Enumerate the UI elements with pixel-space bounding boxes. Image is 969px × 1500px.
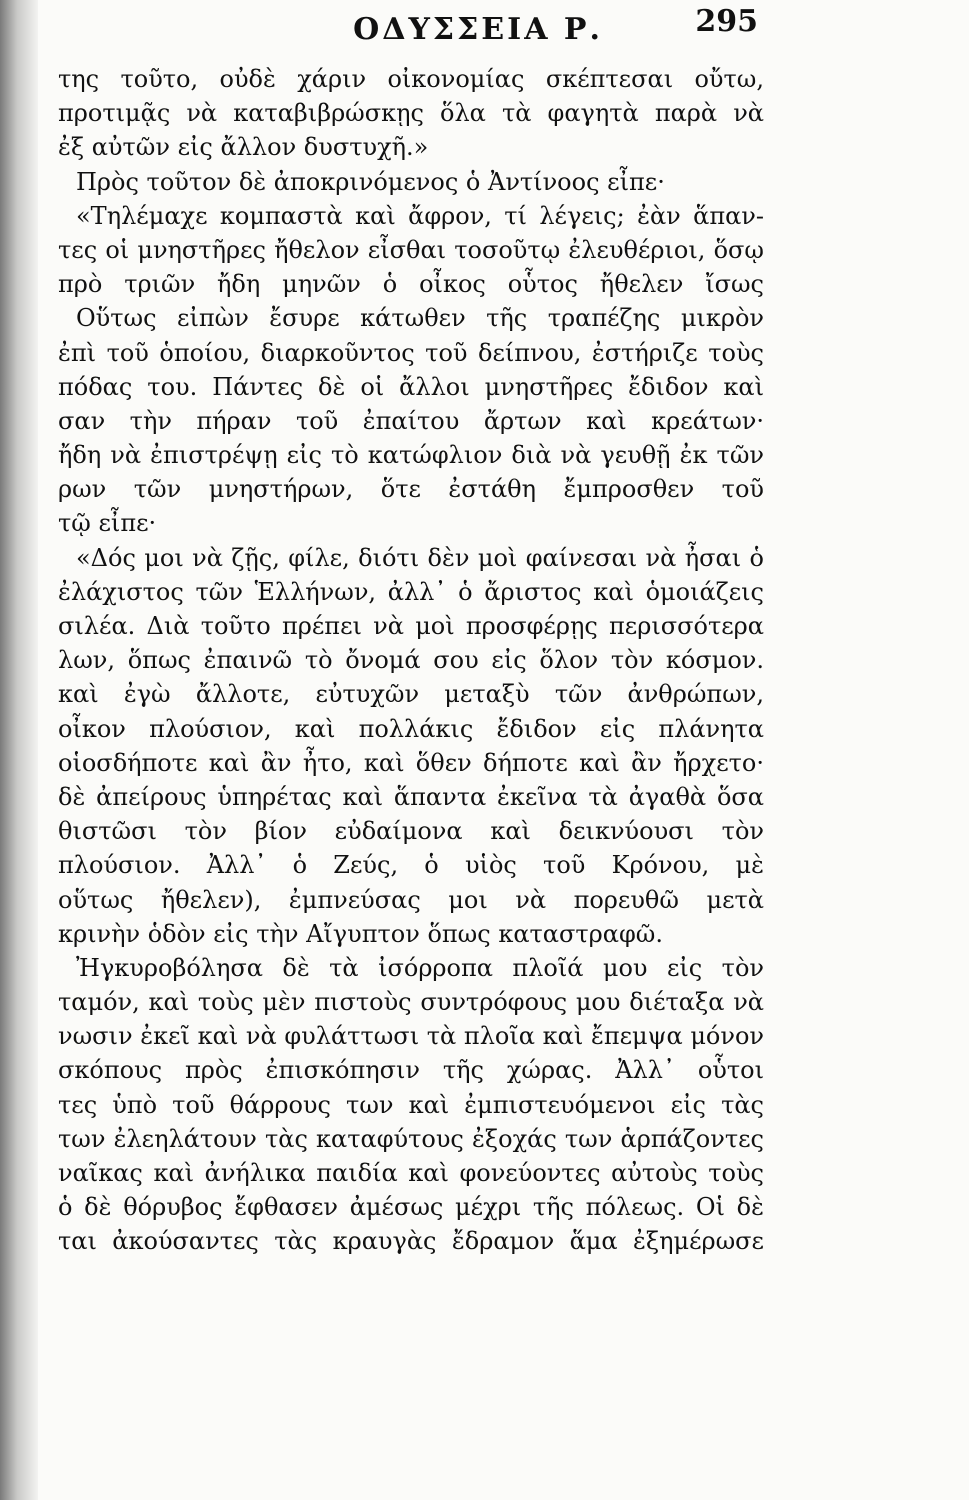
text-line: τες οἱ μνηστῆρες ἤθελον εἶσθαι τοσοῦτῳ ἐλευθέριοι, ὅσῳ (58, 235, 764, 264)
text-line: νωσιν ἐκεῖ καὶ νὰ φυλάττωσι τὰ πλοῖα καὶ ἔπεμψα μόνον (58, 1022, 764, 1051)
text-line: λων, ὅπως ἐπαινῶ τὸ ὄνομά σου εἰς ὅλον τὸν κόσμον. (58, 646, 764, 675)
text-line: δὲ ἀπείρους ὑπηρέτας καὶ ἅπαντα ἐκεῖνα τὰ ἀγαθὰ ὅσα (58, 782, 764, 811)
text-line: ἐλάχιστος τῶν Ἑλλήνων, ἀλλ᾽ ὁ ἄριστος καὶ ὁμοιάζεις (58, 577, 764, 606)
text-line: καὶ ἐγὼ ἄλλοτε, εὐτυχῶν μεταξὺ τῶν ἀνθρώπων, (58, 680, 764, 709)
text-line: οἱοσδήποτε καὶ ἂν ἦτο, καὶ ὅθεν δήποτε καὶ ἂν ἤρχετο· (58, 748, 764, 777)
text-line: σκόπους πρὸς ἐπισκόπησιν τῆς χώρας. Ἀλλ᾽ οὗτοι (58, 1056, 764, 1085)
text-line: σαν τὴν πήραν τοῦ ἐπαίτου ἄρτων καὶ κρεάτων· (58, 406, 764, 435)
text-line: ἐπὶ τοῦ ὁποίου, διαρκοῦντος τοῦ δείπνου, ἐστήριζε τοὺς (58, 338, 764, 367)
text-line: «Δός μοι νὰ ζῇς, φίλε, διότι δὲν μοὶ φαίνεσαι νὰ ἦσαι ὁ (76, 543, 764, 572)
text-line: ρων τῶν μνηστήρων, ὅτε ἐστάθη ἔμπροσθεν τοῦ (58, 475, 764, 504)
text-line: Οὕτως εἰπὼν ἔσυρε κάτωθεν τῆς τραπέζης μικρὸν (76, 304, 764, 333)
running-title: ΟΔΥΣΣΕΙΑ Ρ. (353, 12, 603, 47)
text-line: πρὸ τριῶν ἤδη μηνῶν ὁ οἶκος οὗτος ἤθελεν ἴσως (58, 270, 764, 299)
page-number: 295 (695, 4, 758, 39)
text-line: ται ἀκούσαντες τὰς κραυγὰς ἔδραμον ἅμα ἐξημέρωσε (58, 1227, 764, 1256)
page-header (0, 4, 969, 48)
text-line: τες ὑπὸ τοῦ θάρρους των καὶ ἐμπιστευόμενοι εἰς τὰς (58, 1090, 764, 1119)
text-line: πόδας του. Πάντες δὲ οἱ ἄλλοι μνηστῆρες ἔδιδον καὶ (58, 372, 764, 401)
text-line: ναῖκας καὶ ἀνήλικα παιδία καὶ φονεύοντες αὐτοὺς τοὺς (58, 1159, 764, 1187)
text-line: ὁ δὲ θόρυβος ἔφθασεν ἀμέσως μέχρι τῆς πόλεως. Οἱ δὲ (58, 1193, 764, 1222)
text-line: Ἠγκυροβόλησα δὲ τὰ ἰσόρροπα πλοῖά μου εἰς τὸν (76, 953, 764, 982)
text-line: της τοῦτο, οὐδὲ χάριν οἰκονομίας σκέπτεσαι οὔτω, (58, 65, 764, 93)
text-line: κρινὴν ὁδὸν εἰς τὴν Αἴγυπτον ὅπως καταστραφῶ. (58, 919, 663, 948)
text-line: σιλέα. Διὰ τοῦτο πρέπει νὰ μοὶ προσφέρῃς περισσότερα (58, 612, 764, 640)
text-line: θιστῶσι τὸν βίον εὐδαίμονα καὶ δεικνύουσι τὸν (58, 817, 764, 846)
text-line: πλούσιον. Ἀλλ᾽ ὁ Ζεύς, ὁ υἱὸς τοῦ Κρόνου, μὲ (58, 851, 764, 880)
text-line: οἶκον πλούσιον, καὶ πολλάκις ἔδιδον εἰς πλάνητα (58, 714, 764, 743)
text-line: «Τηλέμαχε κομπαστὰ καὶ ἄφρον, τί λέγεις; ἐὰν ἅπαν- (76, 201, 764, 230)
text-line: των ἐλεηλάτουν τὰς καταφύτους ἐξοχάς των ἁρπάζοντες (58, 1124, 764, 1153)
text-line: Πρὸς τοῦτον δὲ ἀποκρινόμενος ὁ Ἀντίνοος εἶπε· (76, 167, 665, 196)
text-line: ταμόν, καὶ τοὺς μὲν πιστοὺς συντρόφους μου διέταξα νὰ (58, 988, 764, 1017)
body-text (58, 62, 764, 1259)
text-line: τῷ εἶπε· (58, 509, 157, 538)
text-line: ἤδη νὰ ἐπιστρέψῃ εἰς τὸ κατώφλιον διὰ νὰ γευθῇ ἐκ τῶν (58, 441, 764, 470)
text-line: ἐξ αὐτῶν εἰς ἄλλον δυστυχῆ.» (58, 133, 429, 162)
binding-shadow (0, 0, 38, 1500)
text-line: προτιμᾷς νὰ καταβιβρώσκῃς ὅλα τὰ φαγητὰ παρὰ νὰ (58, 99, 764, 128)
text-line: οὕτως ἤθελεν), ἐμπνεύσας μοι νὰ πορευθῶ μετὰ (58, 885, 764, 914)
